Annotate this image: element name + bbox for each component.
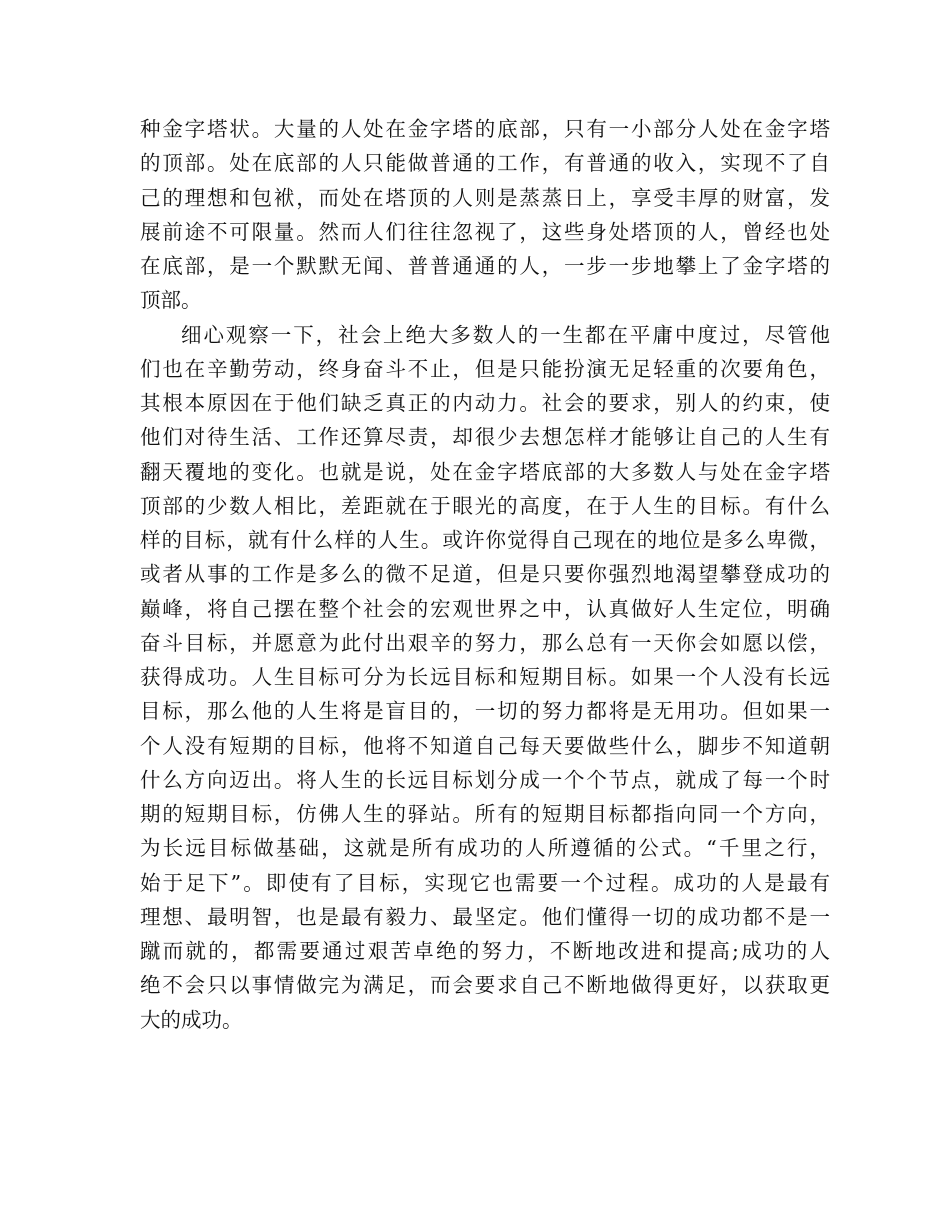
text-line: 在底部，是一个默默无闻、普普通通的人，一步一步地攀上了金字塔的 (140, 254, 830, 278)
text-line: 或者从事的工作是多么的微不足道，但是只要你强烈地渴望攀登成功的 (140, 562, 830, 587)
text-line: 始于足下”。即使有了目标，实现它也需要一个过程。成功的人是最有 (140, 870, 830, 895)
text-line: 理想、最明智，也是最有毅力、最坚定。他们懂得一切的成功都不是一 (140, 904, 830, 929)
text-line: 顶部。 (140, 288, 202, 313)
text-line: 获得成功。人生目标可分为长远目标和短期目标。如果一个人没有长远 (140, 665, 830, 689)
text-line: 蹴而就的，都需要通过艰苦卓绝的努力，不断地改进和提高;成功的人 (140, 939, 830, 963)
text-line: 个人没有短期的目标，他将不知道自己每天要做些什么，脚步不知道朝 (140, 733, 830, 758)
text-line: 顶部的少数人相比，差距就在于眼光的高度，在于人生的目标。有什么 (140, 493, 830, 518)
text-line: 绝不会只以事情做完为满足，而会要求自己不断地做得更好，以获取更 (140, 973, 830, 998)
text-line: 种金字塔状。大量的人处在金字塔的底部，只有一小部分人处在金字塔 (140, 117, 830, 141)
text-line: 们也在辛勤劳动，终身奋斗不止，但是只能扮演无足轻重的次要角色， (140, 356, 830, 381)
text-line: 奋斗目标，并愿意为此付出艰辛的努力，那么总有一天你会如愿以偿， (140, 630, 830, 655)
text-line: 样的目标，就有什么样的人生。或许你觉得自己现在的地位是多么卑微， (140, 528, 830, 552)
document-page (140, 112, 830, 1037)
text-line: 什么方向迈出。将人生的长远目标划分成一个个节点，就成了每一个时 (140, 767, 830, 792)
text-line: 的顶部。处在底部的人只能做普通的工作，有普通的收入，实现不了自 (140, 151, 830, 176)
text-line: 他们对待生活、工作还算尽责，却很少去想怎样才能够让自己的人生有 (140, 425, 830, 450)
text-line: 目标，那么他的人生将是盲目的，一切的努力都将是无用功。但如果一 (140, 699, 830, 724)
paragraph-2 (140, 318, 830, 1037)
text-line: 己的理想和包袱，而处在塔顶的人则是蒸蒸日上，享受丰厚的财富，发 (140, 185, 830, 210)
text-line: 细心观察一下，社会上绝大多数人的一生都在平庸中度过，尽管他 (181, 322, 830, 347)
text-line: 为长远目标做基础，这就是所有成功的人所遵循的公式。“千里之行， (140, 836, 830, 861)
text-line: 翻天覆地的变化。也就是说，处在金字塔底部的大多数人与处在金字塔 (140, 459, 830, 484)
text-line: 展前途不可限量。然而人们往往忽视了，这些身处塔顶的人，曾经也处 (140, 219, 830, 244)
text-line: 其根本原因在于他们缺乏真正的内动力。社会的要求，别人的约束，使 (140, 391, 830, 415)
text-line: 巅峰，将自己摆在整个社会的宏观世界之中，认真做好人生定位，明确 (140, 596, 830, 621)
paragraph-1 (140, 112, 830, 318)
text-line: 大的成功。 (140, 1007, 243, 1032)
text-line: 期的短期目标，仿佛人生的驿站。所有的短期目标都指向同一个方向， (140, 802, 830, 826)
